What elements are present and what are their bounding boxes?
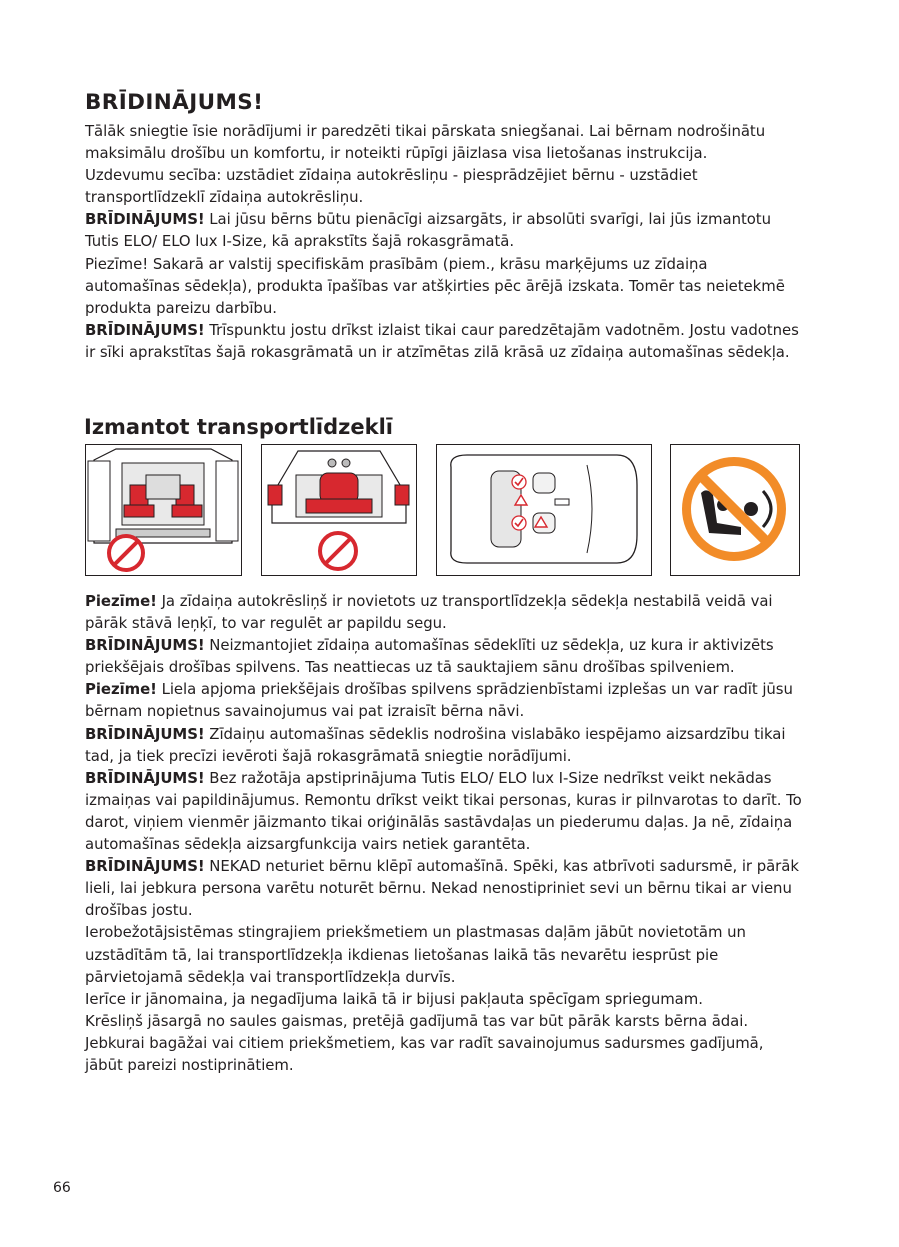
airbag-prohibition-icon: [671, 445, 798, 574]
note-paragraph: Piezīme! Ja zīdaiņa autokrēsliņš ir novietots uz transportlīdzekļa sēdekļa nestabilā veidā vai pārāk stāvā leņķī, to var regulēt ar papildu segu.: [85, 592, 773, 633]
note-paragraph: Ierobežotājsistēmas stingrajiem priekšmetiem un plastmasas daļām jābūt novietotām un uzstādītām tā, lai transportlīdzekļa ikdienas lietošanas laikā tās nevarētu iesprūst pie pārvietojamā sēdekļa vai transportlīdzekļa durvīs.: [85, 923, 746, 986]
car-top-view-illustration: [437, 445, 650, 574]
hatchback-rear-illustration: [262, 445, 415, 574]
note-paragraph: BRĪDINĀJUMS! Neizmantojiet zīdaiņa automašīnas sēdeklīti uz sēdekļa, uz kura ir aktivizēts priekšējais drošības spilvens. Tas neattiecas uz tā sauktajiem sānu drošības spilveniem.: [85, 636, 774, 677]
intro-paragraph: Tālāk sniegtie īsie norādījumi ir paredzēti tikai pārskata sniegšanai. Lai bērnam nodrošinātu maksimālu drošību un komfortu, ir noteikti rūpīgi jāizlasa visa lietošanas instrukcija.: [85, 122, 766, 163]
note-paragraph: Krēsliņš jāsargā no saules gaismas, pretējā gadījumā tas var būt pārāk karsts bērna ādai.: [85, 1011, 749, 1030]
page-number: 66: [53, 1180, 71, 1196]
notes-block: [85, 590, 803, 1076]
van-rear-illustration: [86, 445, 240, 574]
note-paragraph: BRĪDINĀJUMS! Bez ražotāja apstiprinājuma Tutis ELO/ ELO lux I-Size nedrīkst veikt nekādas izmaiņas vai papildinājumus. Remontu drīkst veikt tikai personas, kuras ir pilnvarotas to darīt. To darot, viņiem vienmēr jāizmanto tikai oriģinālās sastāvdaļas un piederumu daļas. Ja nē, zīdaiņa automašīnas sēdekļa aizsargfunkcija vairs netiek garantēta.: [85, 768, 802, 854]
intro-paragraph: Piezīme! Sakarā ar valstij specifiskām prasībām (piem., krāsu marķējums uz zīdaiņa automašīnas sēdekļa), produkta īpašības var atšķirties pēc ārējā izskata. Tomēr tas neietekmē produkta pareizu darbību.: [85, 254, 785, 317]
page-heading: BRĪDINĀJUMS!: [85, 90, 264, 115]
note-paragraph: Piezīme! Liela apjoma priekšējais drošības spilvens sprādzienbīstami izplešas un var radīt jūsu bērnam nopietnus savainojumus vai pat izraisīt bērna nāvi.: [85, 680, 793, 721]
note-paragraph: Ierīce ir jānomaina, ja negadījuma laikā tā ir bijusi pakļauta spēcīgam spriegumam.: [85, 989, 703, 1008]
intro-block: [85, 120, 800, 363]
figure-airbag-prohibition: [670, 444, 800, 576]
figure-car-top-view: [436, 444, 652, 576]
figure-row: [0, 444, 899, 576]
note-paragraph: BRĪDINĀJUMS! NEKAD neturiet bērnu klēpī automašīnā. Spēki, kas atbrīvoti sadursmē, ir pārāk lieli, lai jebkura persona varētu noturēt bērnu. Nekad nenostipriniet sevi un bērnu tikai ar vienu drošības jostu.: [85, 857, 799, 920]
note-paragraph: BRĪDINĀJUMS! Zīdaiņu automašīnas sēdeklis nodrošina vislabāko iespējamo aizsardzību tikai tad, ja tiek precīzi ievēroti šajā rokasgrāmatā sniegtie norādījumi.: [85, 724, 786, 765]
note-paragraph: Jebkurai bagāžai vai citiem priekšmetiem, kas var radīt savainojumus sadursmes gadījumā, jābūt pareizi nostiprinātiem.: [85, 1033, 764, 1074]
intro-paragraph: Uzdevumu secība: uzstādiet zīdaiņa autokrēsliņu - piesprādzējiet bērnu - uzstādiet transportlīdzeklī zīdaiņa autokrēsliņu.: [85, 166, 698, 207]
intro-paragraph: BRĪDINĀJUMS! Trīspunktu jostu drīkst izlaist tikai caur paredzētajām vadotnēm. Jostu vadotnes ir sīki aprakstītas šajā rokasgrāmatā un ir atzīmētas zilā krāsā uz zīdaiņa automašīnas sēdekļa.: [85, 320, 799, 361]
intro-paragraph: BRĪDINĀJUMS! Lai jūsu bērns būtu pienācīgi aizsargāts, ir absolūti svarīgi, lai jūs izmantotu Tutis ELO/ ELO lux I-Size, kā aprakstīts šajā rokasgrāmatā.: [85, 210, 771, 251]
figure-hatchback-rear: [261, 444, 417, 576]
figure-van-rear: [85, 444, 242, 576]
section-title: Izmantot transportlīdzeklī: [84, 415, 393, 439]
